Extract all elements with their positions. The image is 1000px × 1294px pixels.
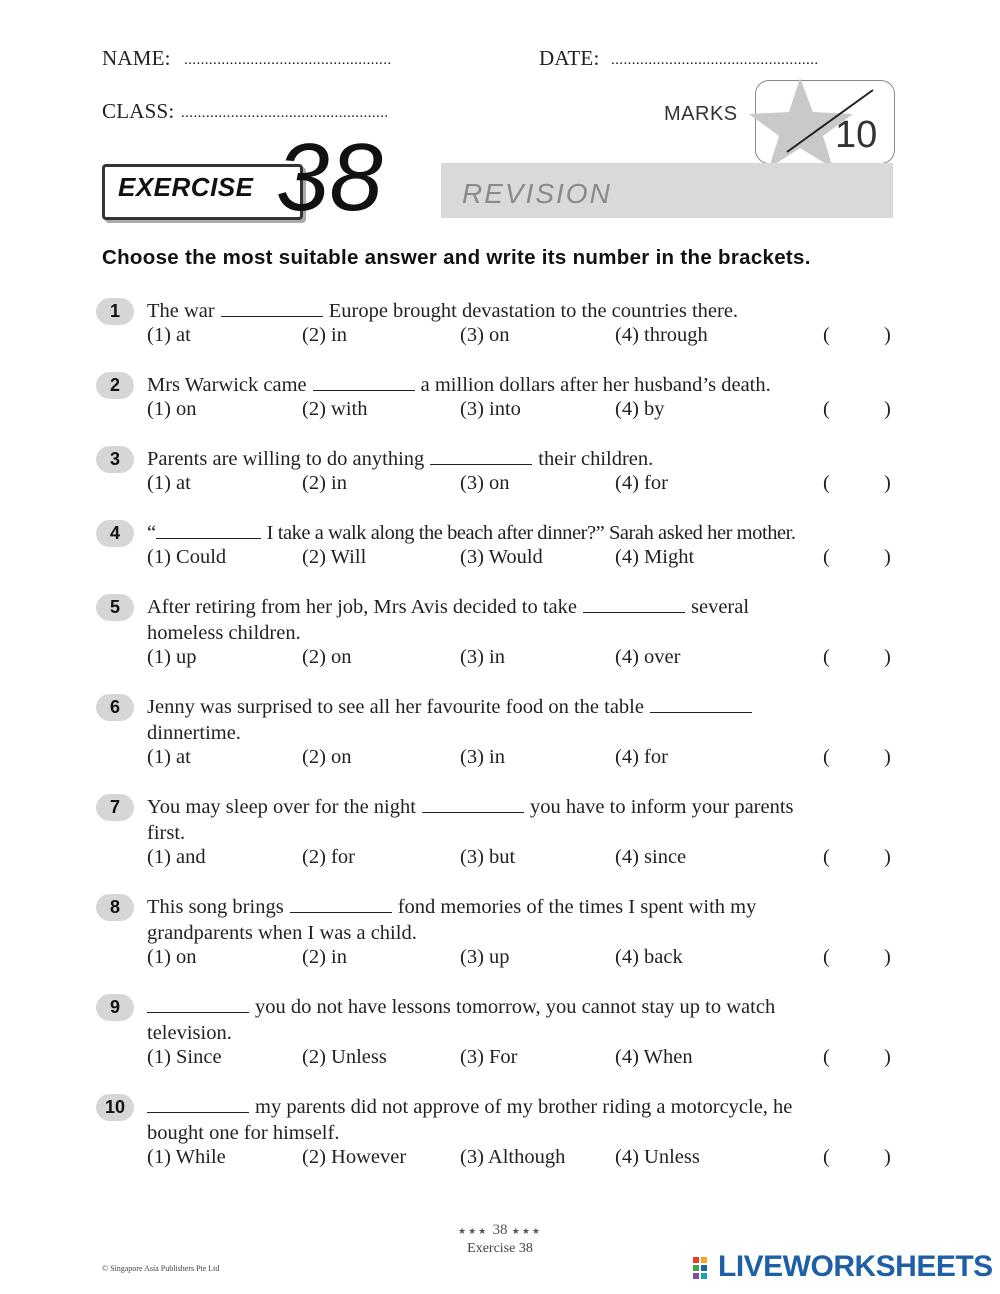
option-3: (3) For <box>460 1046 518 1068</box>
option-1: (1) at <box>147 472 191 494</box>
question-number: 3 <box>96 446 134 473</box>
stem-text-after: my parents did not approve of my brother riding a motorcycle, he <box>255 1096 793 1118</box>
option-1: (1) at <box>147 324 191 346</box>
answer-blank[interactable] <box>583 594 685 613</box>
stem-text-continued: dinnertime. <box>147 722 241 744</box>
option-1: (1) Since <box>147 1046 222 1068</box>
option-2: (2) with <box>302 398 368 420</box>
question-stem <box>147 520 895 546</box>
page-number-value: 38 <box>492 1222 508 1238</box>
answer-bracket-close: ) <box>884 746 891 768</box>
exercise-label: EXERCISE <box>118 172 254 202</box>
copyright: © Singapore Asia Publishers Pte Ltd <box>102 1264 220 1273</box>
option-1: (1) and <box>147 846 206 868</box>
option-2: (2) in <box>302 472 347 494</box>
option-4: (4) over <box>615 646 681 668</box>
option-2: (2) for <box>302 846 355 868</box>
answer-blank[interactable] <box>650 694 752 713</box>
answer-blank[interactable] <box>290 894 392 913</box>
answer-bracket-slot[interactable] <box>840 846 880 872</box>
option-3: (3) but <box>460 846 516 868</box>
stem-text-before: “ <box>147 522 156 544</box>
liveworksheets-logo-icon <box>693 1257 715 1279</box>
stem-text-after: their children. <box>538 448 654 470</box>
answer-bracket-open: ( <box>823 324 830 346</box>
answer-bracket-open: ( <box>823 398 830 420</box>
option-4: (4) since <box>615 846 687 868</box>
stem-text-after: Europe brought devastation to the countries there. <box>328 300 739 322</box>
option-1: (1) on <box>147 946 197 968</box>
instruction: Choose the most suitable answer and write its number in the brackets. <box>102 246 811 269</box>
exercise-caption: Exercise 38 <box>467 1241 533 1256</box>
answer-bracket-open: ( <box>823 846 830 868</box>
stem-text-continued: television. <box>147 1022 232 1044</box>
stem-text-before: Jenny was surprised to see all her favourite food on the table <box>147 696 644 718</box>
option-3: (3) in <box>460 746 505 768</box>
answer-bracket-open: ( <box>823 472 830 494</box>
answer-bracket-close: ) <box>884 398 891 420</box>
answer-bracket-slot[interactable] <box>840 946 880 972</box>
stem-text-after: a million dollars after her husband’s death. <box>420 374 771 396</box>
option-4: (4) through <box>615 324 708 346</box>
question-stem <box>147 372 895 398</box>
question-stem <box>147 794 895 846</box>
answer-bracket-open: ( <box>823 746 830 768</box>
answer-bracket-open: ( <box>823 546 830 568</box>
option-2: (2) Unless <box>302 1046 387 1068</box>
option-3: (3) into <box>460 398 521 420</box>
answer-bracket-slot[interactable] <box>840 746 880 772</box>
stem-text-after: you do not have lessons tomorrow, you cannot stay up to watch <box>255 996 776 1018</box>
answer-bracket-open: ( <box>823 946 830 968</box>
answer-blank[interactable] <box>430 446 532 465</box>
answer-blank[interactable] <box>422 794 524 813</box>
option-2: (2) in <box>302 324 347 346</box>
question-number: 5 <box>96 594 134 621</box>
marks-label: MARKS <box>664 103 738 125</box>
question-number: 8 <box>96 894 134 921</box>
answer-bracket-slot[interactable] <box>840 324 880 350</box>
question-number: 2 <box>96 372 134 399</box>
stem-text-before: After retiring from her job, Mrs Avis decided to take <box>147 596 577 618</box>
answer-bracket-open: ( <box>823 646 830 668</box>
question-number: 6 <box>96 694 134 721</box>
stem-text-before: The war <box>147 300 215 322</box>
question-number: 9 <box>96 994 134 1021</box>
answer-bracket-open: ( <box>823 1146 830 1168</box>
option-4: (4) When <box>615 1046 693 1068</box>
stem-text-before: You may sleep over for the night <box>147 796 416 818</box>
stem-text-after: you have to inform your parents <box>529 796 794 818</box>
option-4: (4) Might <box>615 546 695 568</box>
answer-bracket-close: ) <box>884 1046 891 1068</box>
option-2: (2) in <box>302 946 347 968</box>
question-stem <box>147 694 895 746</box>
question-number: 10 <box>96 1094 134 1121</box>
page-number: ★★★ 38 ★★★ <box>458 1222 542 1238</box>
stem-text-continued: bought one for himself. <box>147 1122 340 1144</box>
stem-text-continued: first. <box>147 822 186 844</box>
question-number: 4 <box>96 520 134 547</box>
question-stem <box>147 298 895 324</box>
class-label: CLASS: <box>102 99 175 123</box>
answer-bracket-close: ) <box>884 1146 891 1168</box>
stem-text-before: This song brings <box>147 896 284 918</box>
answer-bracket-close: ) <box>884 546 891 568</box>
answer-blank[interactable] <box>313 372 415 391</box>
answer-bracket-close: ) <box>884 946 891 968</box>
option-4: (4) by <box>615 398 665 420</box>
option-4: (4) for <box>615 746 668 768</box>
answer-bracket-slot[interactable] <box>840 1046 880 1072</box>
option-2: (2) on <box>302 646 352 668</box>
stem-text-before: Mrs Warwick came <box>147 374 307 396</box>
name-label: NAME: <box>102 46 171 70</box>
question-stem <box>147 994 895 1046</box>
question-stem <box>147 1094 895 1146</box>
answer-bracket-close: ) <box>884 324 891 346</box>
option-2: (2) Will <box>302 546 367 568</box>
answer-bracket-slot[interactable] <box>840 546 880 572</box>
option-3: (3) up <box>460 946 510 968</box>
answer-bracket-open: ( <box>823 1046 830 1068</box>
date-label: DATE: <box>539 46 600 70</box>
name-field[interactable]: .................................................. <box>184 52 392 68</box>
option-3: (3) on <box>460 324 510 346</box>
exercise-title: REVISION <box>462 178 612 209</box>
question-stem <box>147 594 895 646</box>
question-number: 1 <box>96 298 134 325</box>
answer-blank[interactable] <box>147 994 249 1013</box>
date-field[interactable]: .................................................. <box>611 52 819 68</box>
answer-bracket-slot[interactable] <box>840 472 880 498</box>
stem-text-continued: grandparents when I was a child. <box>147 922 417 944</box>
option-3: (3) in <box>460 646 505 668</box>
answer-bracket-slot[interactable] <box>840 398 880 424</box>
option-1: (1) While <box>147 1146 226 1168</box>
option-1: (1) on <box>147 398 197 420</box>
option-2: (2) However <box>302 1146 407 1168</box>
stem-text-continued: homeless children. <box>147 622 301 644</box>
option-4: (4) Unless <box>615 1146 700 1168</box>
question-stem <box>147 446 895 472</box>
option-2: (2) on <box>302 746 352 768</box>
answer-blank[interactable] <box>156 520 261 539</box>
question-stem <box>147 894 895 946</box>
answer-bracket-close: ) <box>884 646 891 668</box>
stem-text-after: fond memories of the times I spent with my <box>397 896 757 918</box>
marks-total: 10 <box>835 114 878 156</box>
answer-blank[interactable] <box>221 298 323 317</box>
answer-bracket-close: ) <box>884 472 891 494</box>
question-number: 7 <box>96 794 134 821</box>
answer-bracket-slot[interactable] <box>840 646 880 672</box>
option-3: (3) Although <box>460 1146 566 1168</box>
option-3: (3) Would <box>460 546 543 568</box>
stem-text-before: Parents are willing to do anything <box>147 448 425 470</box>
liveworksheets-watermark: LIVEWORKSHEETS <box>718 1250 993 1283</box>
answer-bracket-slot[interactable] <box>840 1146 880 1172</box>
option-4: (4) back <box>615 946 683 968</box>
stem-text-after: I take a walk along the beach after dinner?” Sarah asked her mother. <box>266 522 796 544</box>
class-field[interactable]: .................................................. <box>181 105 389 121</box>
answer-bracket-close: ) <box>884 846 891 868</box>
option-3: (3) on <box>460 472 510 494</box>
option-1: (1) Could <box>147 546 227 568</box>
stem-text-after: several <box>691 596 750 618</box>
option-4: (4) for <box>615 472 668 494</box>
option-1: (1) up <box>147 646 197 668</box>
answer-blank[interactable] <box>147 1094 249 1113</box>
exercise-number: 38 <box>276 124 383 231</box>
option-1: (1) at <box>147 746 191 768</box>
